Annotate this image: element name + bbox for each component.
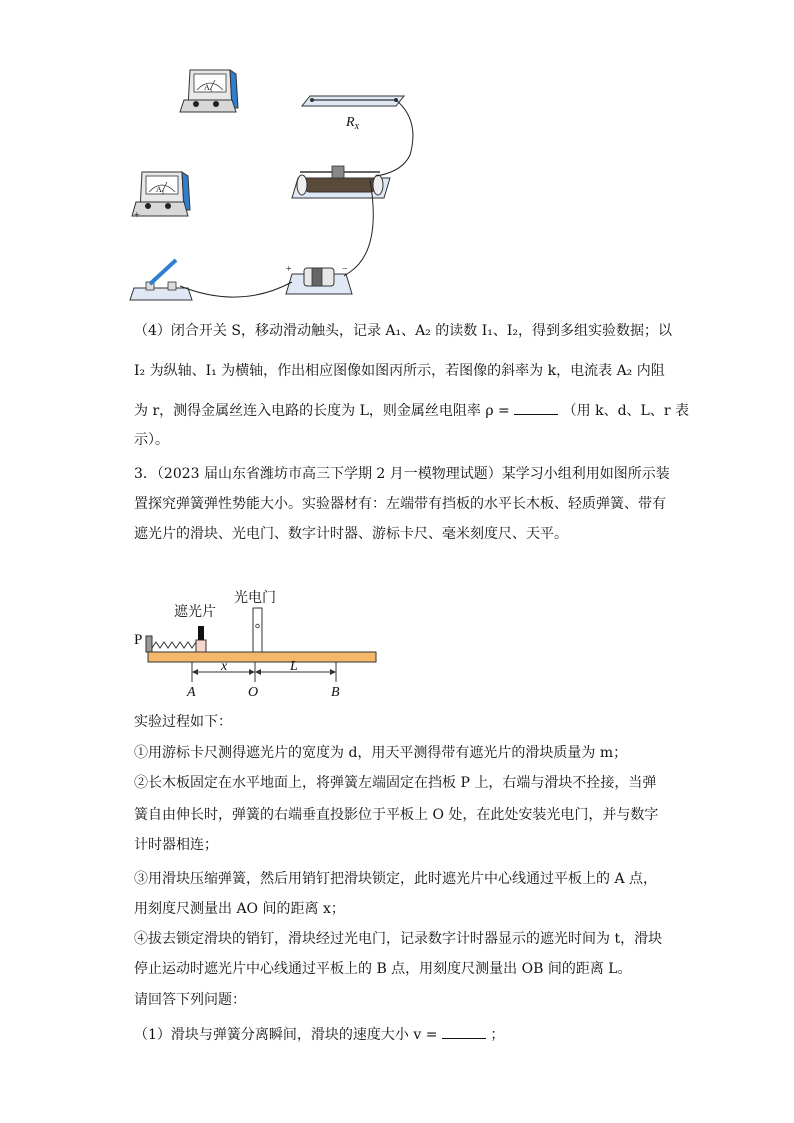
step-3-line-1: ③用滑块压缩弹簧，然后用销钉把滑块锁定，此时遮光片中心线通过平板上的 A 点， bbox=[134, 871, 658, 887]
ammeter-a1-label: A₁ bbox=[204, 83, 213, 92]
resistor-rx bbox=[302, 96, 404, 132]
answer-blank-rho[interactable] bbox=[514, 400, 558, 415]
step-4-line-2: 停止运动时遮光片中心线通过平板上的 B 点，用刻度尺测量出 OB 间的距离 L。 bbox=[134, 961, 632, 977]
photogate-label: 光电门 bbox=[234, 590, 276, 606]
photogate bbox=[253, 608, 262, 652]
q4-line-4: 示）。 bbox=[134, 432, 169, 448]
q4-line-1: （4）闭合开关 S，移动滑动触头，记录 A₁、A₂ 的读数 I₁、I₂，得到多组实验数据；以 bbox=[134, 323, 673, 339]
q4-line-3: 为 r，测得金属丝连入电路的长度为 L，则金属丝电阻率 ρ = （用 k、d、L、r 表 bbox=[134, 400, 689, 421]
step-2-line-1: ②长木板固定在水平地面上，将弹簧左端固定在挡板 P 上，右端与滑块不拴接，当弹 bbox=[134, 775, 657, 791]
step-4-line-1: ④拔去锁定滑块的销钉，滑块经过光电门，记录数字计时器显示的遮光时间为 t，滑块 bbox=[134, 931, 663, 947]
point-o-label: O bbox=[248, 685, 259, 700]
svg-text:+: + bbox=[134, 210, 140, 221]
point-b-label: B bbox=[331, 685, 340, 700]
problem3-line-2: 置探究弹簧弹性势能大小。实验器材有：左端带有挡板的水平长木板、轻质弹簧、带有 bbox=[134, 496, 666, 512]
point-a-label: A bbox=[187, 685, 196, 700]
shade-label: 遮光片 bbox=[174, 604, 216, 620]
svg-text:+: + bbox=[286, 264, 292, 275]
problem3-line-1: 3．（2023 届山东省潍坊市高三下学期 2 月一模物理试题）某学习小组利用如图所示装 bbox=[134, 466, 670, 482]
spring bbox=[152, 642, 198, 648]
questions-intro: 请回答下列问题： bbox=[134, 992, 246, 1008]
step-3-line-2: 用刻度尺测量出 AO 间的距离 x； bbox=[134, 901, 345, 917]
plate-p-label: P bbox=[134, 632, 143, 648]
step-2-line-3: 计时器相连； bbox=[134, 837, 218, 853]
shade-piece bbox=[198, 626, 204, 640]
stop-plate-p bbox=[146, 636, 152, 652]
slider-block bbox=[196, 640, 206, 652]
long-board bbox=[148, 652, 376, 662]
step-1: ①用游标卡尺测得遮光片的宽度为 d，用天平测得带有遮光片的滑块质量为 m； bbox=[134, 745, 628, 761]
ammeter-a2 bbox=[132, 172, 190, 221]
svg-text:−: − bbox=[342, 264, 348, 275]
problem3-line-3: 遮光片的滑块、光电门、数字计时器、游标卡尺、毫米刻度尺、天平。 bbox=[134, 526, 568, 542]
circuit-figure bbox=[120, 60, 420, 310]
switch bbox=[130, 260, 192, 300]
q4-line-2: I₂ 为纵轴、I₁ 为横轴，作出相应图像如图丙所示，若图像的斜率为 k，电流表 A₂ 内阻 bbox=[134, 363, 665, 379]
dist-l-label: L bbox=[290, 659, 298, 674]
battery bbox=[286, 264, 352, 294]
ammeter-a1 bbox=[180, 70, 238, 112]
answer-blank-v[interactable] bbox=[442, 1024, 486, 1039]
resistor-label: $R_x$ bbox=[346, 115, 360, 132]
procedure-intro: 实验过程如下： bbox=[134, 714, 232, 730]
rheostat bbox=[292, 166, 390, 198]
ammeter-a2-label: A₂ bbox=[156, 185, 165, 194]
dist-x-label: x bbox=[221, 659, 228, 674]
question-1: （1）滑块与弹簧分离瞬间，滑块的速度大小 v = ； bbox=[134, 1024, 504, 1045]
step-2-line-2: 簧自由伸长时，弹簧的右端垂直投影位于平板上 O 处，在此处安装光电门，并与数字 bbox=[134, 807, 659, 823]
spring-photogate-figure bbox=[128, 584, 388, 700]
